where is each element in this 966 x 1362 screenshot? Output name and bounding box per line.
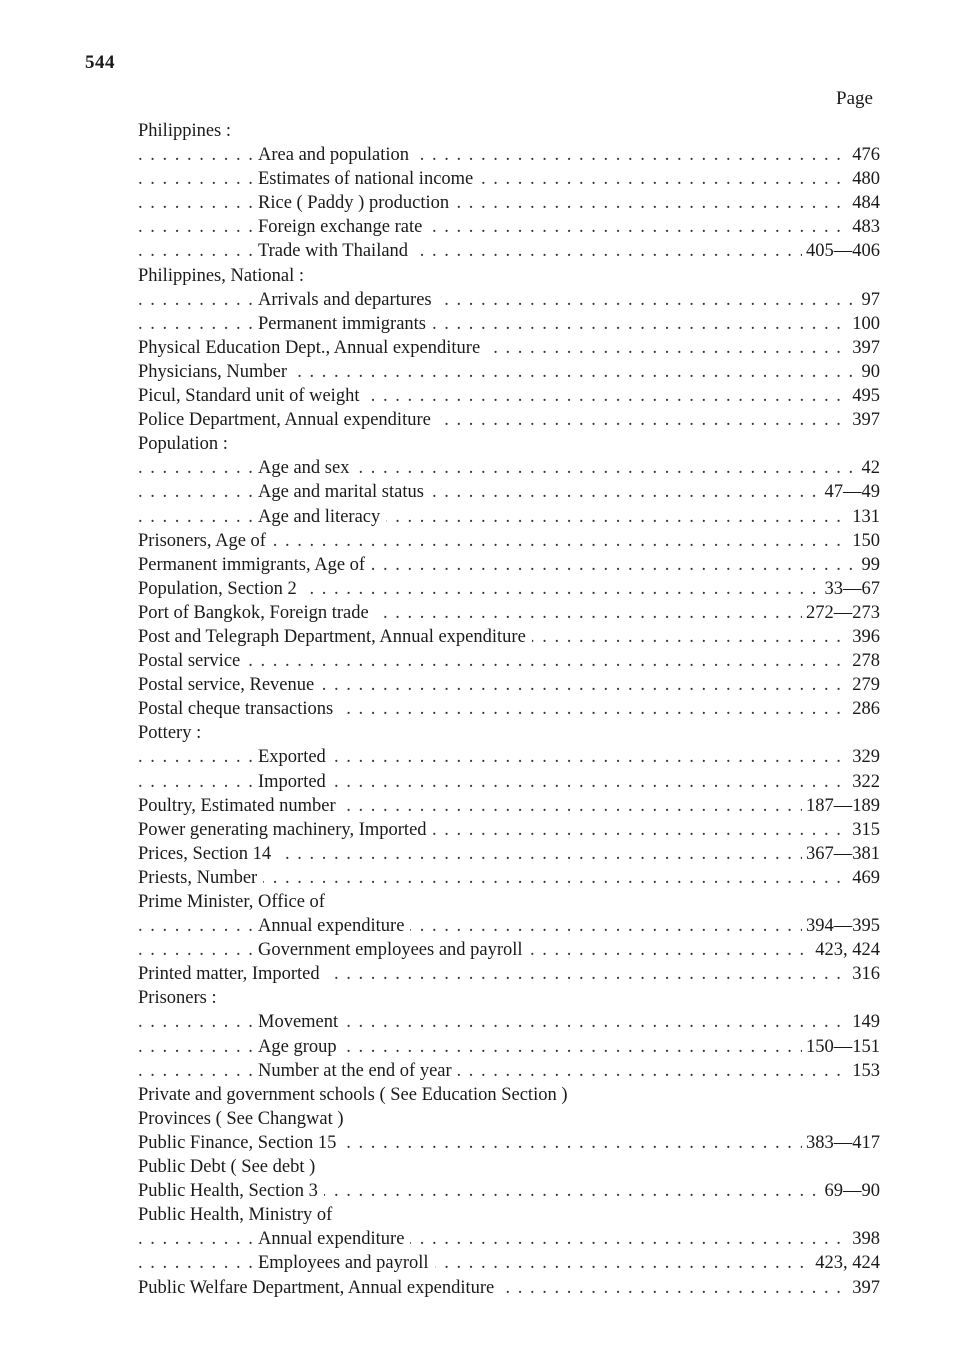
index-entry [0, 625, 966, 649]
index-subentry [0, 1035, 966, 1059]
entry-label: Imported [258, 770, 332, 794]
entry-pages: 150 [848, 529, 880, 553]
entry-pages: 480 [848, 167, 880, 191]
entry-label: Port of Bangkok, Foreign trade [138, 601, 375, 625]
entry-pages: 42 [858, 456, 881, 480]
index-entry [0, 384, 966, 408]
dot-leader [138, 288, 882, 312]
entry-pages: 33—67 [821, 577, 881, 601]
entry-label: Prisoners, Age of [138, 529, 272, 553]
entry-label: Government employees and payroll [258, 938, 529, 962]
entry-label: Philippines : [138, 119, 237, 143]
entry-label: Prime Minister, Office of [138, 890, 331, 914]
entry-pages: 383—417 [802, 1131, 880, 1155]
index-list [0, 119, 966, 1300]
entry-label: Permanent immigrants, Age of [138, 553, 371, 577]
dot-leader [138, 191, 882, 215]
entry-label: Estimates of national income [258, 167, 479, 191]
index-entry [0, 697, 966, 721]
entry-pages: 286 [848, 697, 880, 721]
entry-pages: 405—406 [802, 239, 880, 263]
entry-label: Police Department, Annual expenditure [138, 408, 437, 432]
index-subentry [0, 191, 966, 215]
dot-leader [138, 1251, 882, 1275]
entry-label: Trade with Thailand [258, 239, 414, 263]
entry-pages: 315 [848, 818, 880, 842]
index-entry [0, 673, 966, 697]
entry-pages: 397 [848, 1276, 880, 1300]
entry-pages: 279 [848, 673, 880, 697]
entry-label: Movement [258, 1010, 344, 1034]
page-column-header: Page [836, 88, 873, 109]
dot-leader [138, 143, 882, 167]
entry-pages: 469 [848, 866, 880, 890]
entry-label: Private and government schools ( See Education Section ) [138, 1083, 574, 1107]
index-entry [0, 1083, 966, 1107]
entry-label: Public Welfare Department, Annual expenditure [138, 1276, 500, 1300]
index-subentry [0, 239, 966, 263]
entry-label: Age group [258, 1035, 343, 1059]
entry-pages: 316 [848, 962, 880, 986]
index-entry [0, 890, 966, 914]
index-entry [0, 962, 966, 986]
index-subentry [0, 480, 966, 504]
entry-pages: 153 [848, 1059, 880, 1083]
dot-leader [138, 1227, 882, 1251]
entry-label: Population : [138, 432, 234, 456]
entry-pages: 476 [848, 143, 880, 167]
entry-pages: 272—273 [802, 601, 880, 625]
index-entry [0, 119, 966, 143]
index-subentry [0, 938, 966, 962]
entry-label: Physical Education Dept., Annual expenditure [138, 336, 486, 360]
index-entry [0, 866, 966, 890]
entry-pages: 397 [848, 336, 880, 360]
dot-leader [138, 770, 882, 794]
index-entry [0, 1276, 966, 1300]
index-subentry [0, 456, 966, 480]
entry-label: Public Debt ( See debt ) [138, 1155, 321, 1179]
entry-label: Number at the end of year [258, 1059, 458, 1083]
entry-label: Public Health, Ministry of [138, 1203, 338, 1227]
entry-label: Foreign exchange rate [258, 215, 428, 239]
index-subentry [0, 312, 966, 336]
index-subentry [0, 745, 966, 769]
index-subentry [0, 914, 966, 938]
entry-label: Prices, Section 14 [138, 842, 277, 866]
entry-pages: 484 [848, 191, 880, 215]
dot-leader [138, 312, 882, 336]
entry-label: Provinces ( See Changwat ) [138, 1107, 350, 1131]
entry-pages: 131 [848, 505, 880, 529]
index-entry [0, 818, 966, 842]
entry-label: Prisoners : [138, 986, 223, 1010]
index-entry [0, 649, 966, 673]
entry-label: Philippines, National : [138, 264, 310, 288]
entry-label: Physicians, Number [138, 360, 293, 384]
entry-label: Population, Section 2 [138, 577, 303, 601]
index-entry [0, 432, 966, 456]
entry-pages: 367—381 [802, 842, 880, 866]
entry-pages: 394—395 [802, 914, 880, 938]
entry-pages: 47—49 [821, 480, 881, 504]
entry-label: Area and population [258, 143, 415, 167]
index-subentry [0, 1227, 966, 1251]
page-number: 544 [85, 52, 115, 73]
entry-label: Employees and payroll [258, 1251, 435, 1275]
index-subentry [0, 288, 966, 312]
entry-label: Post and Telegraph Department, Annual expenditure [138, 625, 532, 649]
entry-label: Public Finance, Section 15 [138, 1131, 342, 1155]
index-subentry [0, 215, 966, 239]
entry-pages: 423, 424 [811, 938, 880, 962]
entry-pages: 423, 424 [811, 1251, 880, 1275]
index-entry [0, 577, 966, 601]
entry-label: Printed matter, Imported [138, 962, 326, 986]
index-entry [0, 1131, 966, 1155]
dot-leader [138, 239, 882, 263]
index-entry [0, 1203, 966, 1227]
entry-label: Age and literacy [258, 505, 386, 529]
dot-leader [138, 456, 882, 480]
entry-pages: 495 [848, 384, 880, 408]
entry-label: Postal cheque transactions [138, 697, 339, 721]
dot-leader [138, 914, 882, 938]
entry-label: Rice ( Paddy ) production [258, 191, 455, 215]
entry-label: Public Health, Section 3 [138, 1179, 324, 1203]
entry-label: Age and sex [258, 456, 355, 480]
index-entry [0, 1179, 966, 1203]
entry-label: Picul, Standard unit of weight [138, 384, 365, 408]
dot-leader [138, 1035, 882, 1059]
entry-pages: 100 [848, 312, 880, 336]
entry-pages: 397 [848, 408, 880, 432]
dot-leader [138, 167, 882, 191]
index-entry [0, 408, 966, 432]
entry-label: Power generating machinery, Imported [138, 818, 433, 842]
index-entry [0, 264, 966, 288]
dot-leader [138, 505, 882, 529]
entry-label: Pottery : [138, 721, 207, 745]
index-entry [0, 794, 966, 818]
entry-pages: 483 [848, 215, 880, 239]
dot-leader [138, 1059, 882, 1083]
entry-pages: 149 [848, 1010, 880, 1034]
index-entry [0, 360, 966, 384]
entry-pages: 90 [858, 360, 881, 384]
entry-pages: 187—189 [802, 794, 880, 818]
entry-label: Priests, Number [138, 866, 263, 890]
index-entry [0, 842, 966, 866]
index-entry [0, 529, 966, 553]
entry-label: Permanent immigrants [258, 312, 432, 336]
dot-leader [138, 215, 882, 239]
index-subentry [0, 770, 966, 794]
index-entry [0, 336, 966, 360]
entry-label: Poultry, Estimated number [138, 794, 342, 818]
dot-leader [138, 745, 882, 769]
entry-pages: 150—151 [802, 1035, 880, 1059]
index-entry [0, 986, 966, 1010]
entry-label: Annual expenditure [258, 1227, 410, 1251]
index-subentry [0, 1010, 966, 1034]
index-entry [0, 1107, 966, 1131]
entry-pages: 97 [858, 288, 881, 312]
entry-label: Arrivals and departures [258, 288, 438, 312]
entry-pages: 99 [858, 553, 881, 577]
index-entry [0, 601, 966, 625]
entry-label: Annual expenditure [258, 914, 410, 938]
index-subentry [0, 167, 966, 191]
dot-leader [138, 480, 882, 504]
entry-pages: 398 [848, 1227, 880, 1251]
entry-label: Exported [258, 745, 332, 769]
index-entry [0, 553, 966, 577]
entry-pages: 69—90 [821, 1179, 881, 1203]
entry-pages: 329 [848, 745, 880, 769]
index-entry [0, 1155, 966, 1179]
entry-label: Postal service, Revenue [138, 673, 320, 697]
index-subentry [0, 1251, 966, 1275]
index-subentry [0, 505, 966, 529]
dot-leader [138, 649, 882, 673]
entry-label: Age and marital status [258, 480, 430, 504]
entry-pages: 322 [848, 770, 880, 794]
index-subentry [0, 143, 966, 167]
entry-pages: 396 [848, 625, 880, 649]
index-subentry [0, 1059, 966, 1083]
index-entry [0, 721, 966, 745]
dot-leader [138, 1010, 882, 1034]
entry-label: Postal service [138, 649, 246, 673]
entry-pages: 278 [848, 649, 880, 673]
